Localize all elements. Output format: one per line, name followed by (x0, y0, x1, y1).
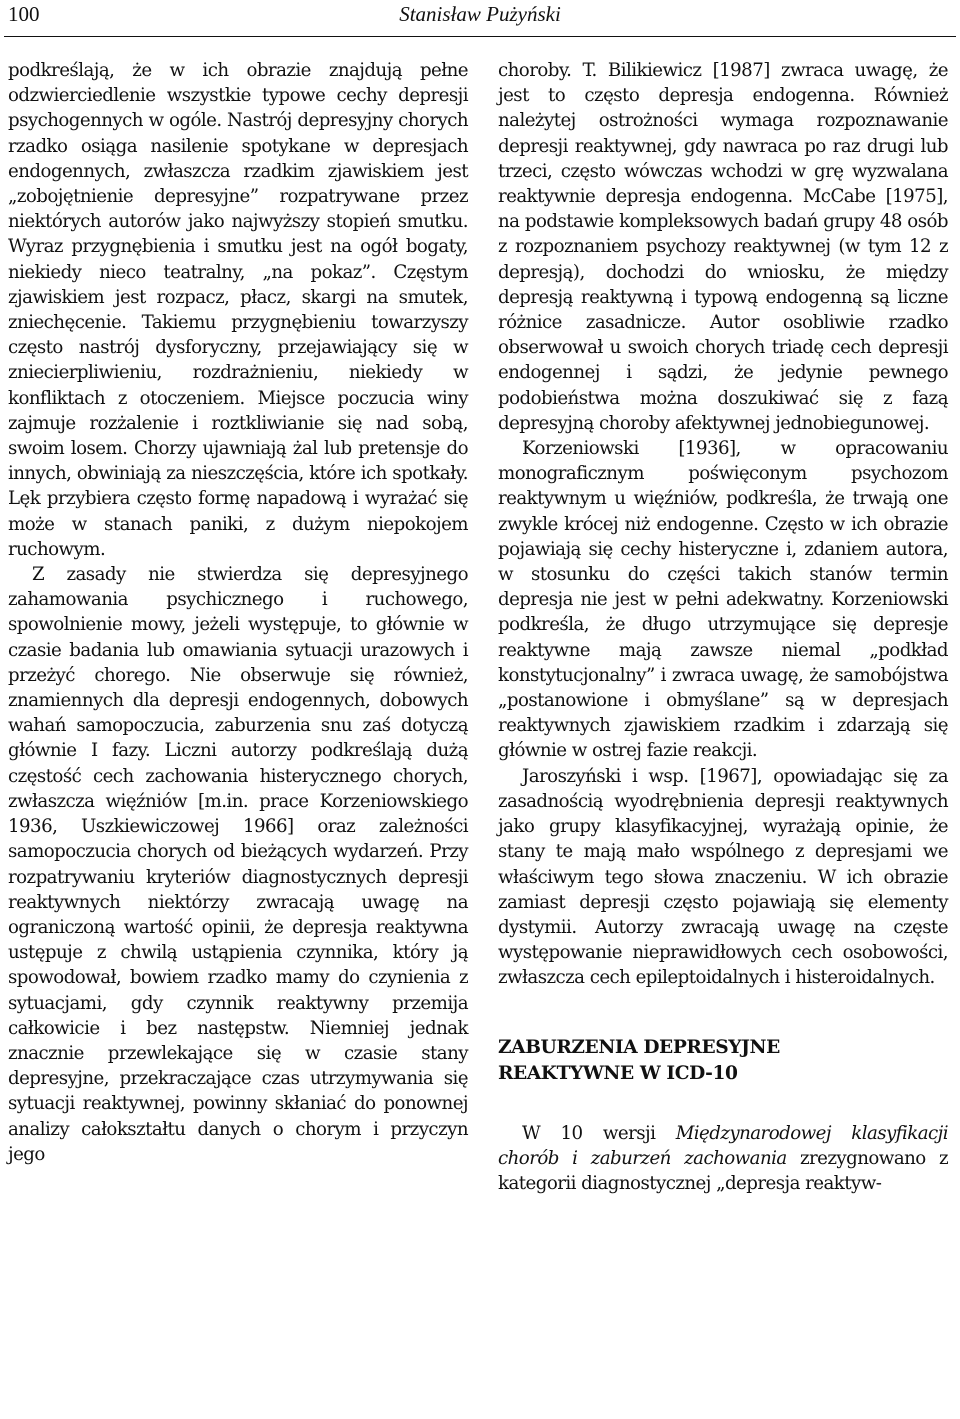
right-paragraph-2: Korzeniowski [1936], w opracowaniu monograficznym poświęconym psychozom reaktywnym u więźniów, podkreśla, że trwają one zwykle krócej niż endogenne. Często w ich obrazie pojawiają się cechy histeryczne i, zdaniem autora, w stosunku do części takich stanów termin depresja nie jest w pełni adekwatny. Korzeniowski podkreśla, że długo utrzymujące się depresje reaktywne mają zawsze niemal „podkład konstytucjonalny” i zwraca uwagę, że samobójstwa „postanowione i obmyślane” są w depresjach reaktywnych zjawiskiem rzadkim i zdarzają się głównie w ostrej fazie reakcji. (498, 438, 948, 762)
left-paragraph-2: Z zasady nie stwierdza się depresyjnego zahamowania psychicznego i ruchowego, spowolnienie mowy, jeżeli występuje, to głównie w czasie badania lub omawiania sytuacji urazowych i przeżyć chorego. Nie obserwuje się również, znamiennych dla depresji endogennych, dobowych wahań samopoczucia, zaburzenia snu zaś dotyczą głównie I fazy. Liczni autorzy podkreślają dużą częstość cech zachowania histerycznego chorych, zwłaszcza więźniów [m.in. prace Korzeniowskiego 1936, Uszkiewiczowej 1966] oraz zależności samopoczucia chorych od bieżących wydarzeń. Przy rozpatrywaniu kryteriów diagnostycznych depresji reaktywnych niektórzy zwracają uwagę na ograniczoną wartość opinii, że depresja reaktywna ustępuje z chwilą ustąpienia czynnika, który ją spowodował, bowiem rzadko mamy do czynienia z sytuacjami, gdy czynnik reaktywny przemija całkowicie i bez następstw. Niemniej jednak znacznie przewlekające się w czasie stany depresyjne, przekraczające czas utrzymywania się sytuacji reaktywnej, powinny skłaniać do ponownej analizy całokształtu danych o chorym i przyczyn jego (8, 564, 468, 1165)
section-heading-line-1: ZABURZENIA DEPRESYJNE (498, 1036, 780, 1058)
right-paragraph-4 (498, 1121, 948, 1197)
paragraph-4-start: W 10 wersji (522, 1122, 676, 1144)
left-paragraph-1: podkreślają, że w ich obrazie znajdują pełne odzwierciedlenie wszystkie typowe cechy depresji psychogennych w ogóle. Nastrój depresyjny chorych rzadko osiąga nasilenie spotykane w depresjach endogennych, zwłaszcza rzadkim zjawiskiem jest „zobojętnienie depresyjne” rozpatrywane przez niektórych autorów jako najwyższy stopień smutku. Wyraz przygnębienia i smutku jest na ogół bogaty, niekiedy nieco teatralny, „na pokaz”. Częstym zjawiskiem jest rozpacz, płacz, skargi na smutek, zniechęcenie. Takiemu przygnębieniu towarzyszy często nastrój dysforyczny, przejawiający się w zniecierpliwieniu, rozdrażnieniu, niekiedy w konfliktach z otoczeniem. Miejsce poczucia winy zajmuje rozżalenie i roztkliwianie się nad sobą, swoim losem. Chorzy ujawniają żal lub pretensje do innych, obwiniają za nieszczęścia, które ich spotkały. Lęk przybiera często formę napadową i wyrażać się może w stanach paniki, z dużym niepokojem ruchowym. (8, 60, 468, 560)
right-column (498, 58, 948, 1196)
paragraph-4-end: zrezygnowano z kategorii diagnostycznej „depresja reaktyw- (498, 1147, 949, 1194)
left-column (8, 58, 468, 1167)
section-heading-line-2: REAKTYWNE W ICD-10 (498, 1062, 738, 1084)
right-paragraph-1: choroby. T. Bilikiewicz [1987] zwraca uwagę, że jest to często depresja endogenna. Również należytej ostrożności wymaga rozpoznawanie depresji reaktywnej, gdy nawraca po raz drugi lub trzeci, często wówczas wchodzi w grę wyzwalana reaktywnie depresja endogenna. McCabe [1975], na podstawie kompleksowych badań grupy 48 osób z rozpoznaniem psychozy reaktywnej (w tym 12 z depresją), dochodzi do wniosku, że między depresją reaktywną i typową endogenną są liczne różnice zasadnicze. Autor osobliwie rzadko obserwował u swoich chorych triadę cech depresji endogennej i sądzi, że jedynie pewnego podobieństwa można doszukiwać się z fazą depresyjną choroby afektywnej jednobiegunowej. (498, 60, 948, 434)
page-number: 100 (8, 2, 40, 26)
header-rule (4, 36, 956, 37)
icd-title-italic: Międzynarodowej klasyfikacji chorób i zaburzeń zachowania (498, 1122, 948, 1169)
running-head-author: Stanisław Pużyński (399, 2, 561, 26)
right-paragraph-3: Jaroszyński i wsp. [1967], opowiadając się za zasadnością wyodrębnienia depresji reaktywnych jako grupy klasyfikacyjnej, wyrażają opinie, że stany te mają mało wspólnego z depresjami we właściwym tego słowa znaczeniu. W ich obrazie zamiast depresji często pojawiają się elementy dystymii. Autorzy zwracają uwagę na częste występowanie nieprawidłowych cech osobowości, zwłaszcza cech epileptoidalnych i histeroidalnych. (498, 765, 948, 989)
page-header (0, 0, 960, 34)
section-heading (498, 1035, 948, 1087)
